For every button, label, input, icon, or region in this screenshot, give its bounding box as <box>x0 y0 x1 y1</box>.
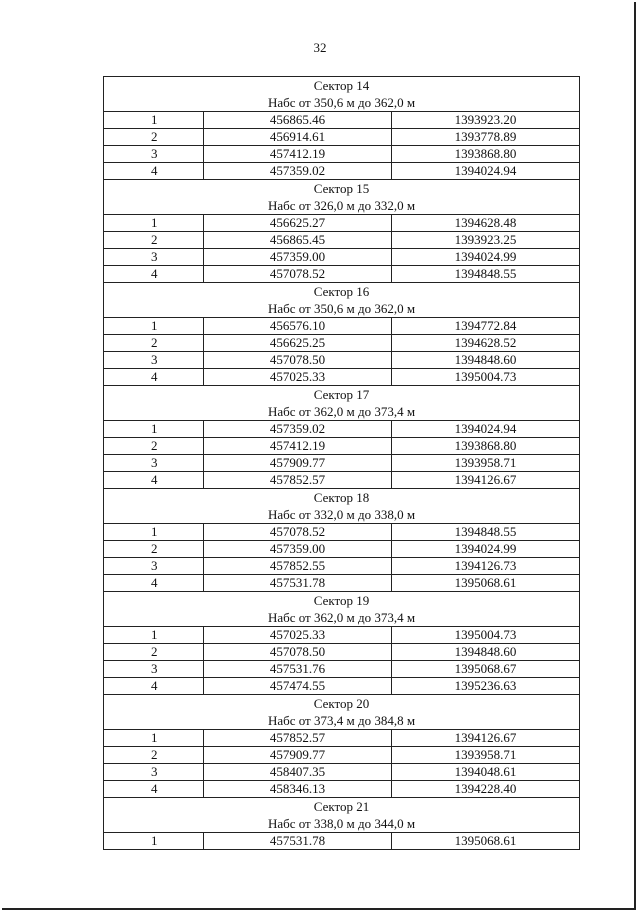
y-coordinate-cell: 1393778.89 <box>392 129 580 146</box>
sector-header-row <box>104 283 580 318</box>
x-coordinate-cell: 458407.35 <box>204 764 392 781</box>
sector-altitude-range: Набс от 338,0 м до 344,0 м <box>267 816 416 831</box>
table-row <box>104 455 580 472</box>
table-row <box>104 352 580 369</box>
point-number-cell: 1 <box>104 524 204 541</box>
x-coordinate-cell: 456625.27 <box>204 215 392 232</box>
sector-altitude-range: Набс от 350,6 м до 362,0 м <box>267 301 416 316</box>
x-coordinate-cell: 457531.78 <box>204 833 392 850</box>
x-coordinate-cell: 456576.10 <box>204 318 392 335</box>
point-number-cell: 3 <box>104 661 204 678</box>
y-coordinate-cell: 1394848.55 <box>392 524 580 541</box>
y-coordinate-cell: 1394772.84 <box>392 318 580 335</box>
sector-header-row <box>104 180 580 215</box>
sector-altitude-range: Набс от 373,4 м до 384,8 м <box>267 713 416 728</box>
y-coordinate-cell: 1394126.73 <box>392 558 580 575</box>
table-row <box>104 472 580 489</box>
sector-header <box>104 798 580 833</box>
y-coordinate-cell: 1394628.48 <box>392 215 580 232</box>
y-coordinate-cell: 1395004.73 <box>392 369 580 386</box>
sector-header-row <box>104 489 580 524</box>
x-coordinate-cell: 457078.52 <box>204 524 392 541</box>
table-row <box>104 369 580 386</box>
y-coordinate-cell: 1394628.52 <box>392 335 580 352</box>
x-coordinate-cell: 456625.25 <box>204 335 392 352</box>
x-coordinate-cell: 457359.00 <box>204 541 392 558</box>
x-coordinate-cell: 457852.57 <box>204 730 392 747</box>
table-row <box>104 146 580 163</box>
sector-header <box>104 489 580 524</box>
y-coordinate-cell: 1394024.99 <box>392 249 580 266</box>
x-coordinate-cell: 456865.46 <box>204 112 392 129</box>
page-number: 32 <box>313 40 327 55</box>
table-row <box>104 232 580 249</box>
table-row <box>104 421 580 438</box>
y-coordinate-cell: 1394848.60 <box>392 644 580 661</box>
y-coordinate-cell: 1393923.25 <box>392 232 580 249</box>
sector-header-row <box>104 798 580 833</box>
table-row <box>104 541 580 558</box>
point-number-cell: 2 <box>104 747 204 764</box>
point-number-cell: 1 <box>104 833 204 850</box>
sector-title: Сектор 15 <box>313 181 370 196</box>
point-number-cell: 4 <box>104 472 204 489</box>
table-row <box>104 661 580 678</box>
y-coordinate-cell: 1393868.80 <box>392 146 580 163</box>
point-number-cell: 2 <box>104 541 204 558</box>
y-coordinate-cell: 1395068.67 <box>392 661 580 678</box>
sector-header <box>104 386 580 421</box>
y-coordinate-cell: 1393958.71 <box>392 747 580 764</box>
sector-header <box>104 283 580 318</box>
x-coordinate-cell: 456865.45 <box>204 232 392 249</box>
y-coordinate-cell: 1395068.61 <box>392 575 580 592</box>
table-row <box>104 558 580 575</box>
sector-header-row <box>104 592 580 627</box>
x-coordinate-cell: 457474.55 <box>204 678 392 695</box>
y-coordinate-cell: 1394024.94 <box>392 421 580 438</box>
table-row <box>104 438 580 455</box>
y-coordinate-cell: 1393868.80 <box>392 438 580 455</box>
sector-title: Сектор 16 <box>313 284 370 299</box>
y-coordinate-cell: 1394024.99 <box>392 541 580 558</box>
point-number-cell: 3 <box>104 352 204 369</box>
x-coordinate-cell: 457909.77 <box>204 455 392 472</box>
x-coordinate-cell: 456914.61 <box>204 129 392 146</box>
x-coordinate-cell: 457359.00 <box>204 249 392 266</box>
y-coordinate-cell: 1394848.60 <box>392 352 580 369</box>
x-coordinate-cell: 457359.02 <box>204 421 392 438</box>
sector-header <box>104 695 580 730</box>
point-number-cell: 2 <box>104 644 204 661</box>
y-coordinate-cell: 1393958.71 <box>392 455 580 472</box>
point-number-cell: 3 <box>104 558 204 575</box>
y-coordinate-cell: 1394126.67 <box>392 730 580 747</box>
table-row <box>104 112 580 129</box>
sector-header-row <box>104 695 580 730</box>
sector-header <box>104 180 580 215</box>
y-coordinate-cell: 1394228.40 <box>392 781 580 798</box>
point-number-cell: 1 <box>104 215 204 232</box>
coordinates-table-body <box>104 77 580 850</box>
table-row <box>104 730 580 747</box>
table-row <box>104 575 580 592</box>
table-row <box>104 678 580 695</box>
x-coordinate-cell: 457078.50 <box>204 352 392 369</box>
point-number-cell: 4 <box>104 575 204 592</box>
table-row <box>104 163 580 180</box>
x-coordinate-cell: 457025.33 <box>204 369 392 386</box>
y-coordinate-cell: 1394848.55 <box>392 266 580 283</box>
x-coordinate-cell: 457531.78 <box>204 575 392 592</box>
x-coordinate-cell: 457852.57 <box>204 472 392 489</box>
sector-title: Сектор 18 <box>313 490 370 505</box>
sector-title: Сектор 19 <box>313 593 370 608</box>
sector-altitude-range: Набс от 362,0 м до 373,4 м <box>267 610 416 625</box>
sector-header-row <box>104 386 580 421</box>
x-coordinate-cell: 457025.33 <box>204 627 392 644</box>
table-row <box>104 215 580 232</box>
point-number-cell: 2 <box>104 232 204 249</box>
point-number-cell: 1 <box>104 112 204 129</box>
sector-altitude-range: Набс от 362,0 м до 373,4 м <box>267 404 416 419</box>
y-coordinate-cell: 1393923.20 <box>392 112 580 129</box>
x-coordinate-cell: 458346.13 <box>204 781 392 798</box>
point-number-cell: 2 <box>104 129 204 146</box>
point-number-cell: 4 <box>104 678 204 695</box>
y-coordinate-cell: 1395236.63 <box>392 678 580 695</box>
point-number-cell: 3 <box>104 146 204 163</box>
coordinates-table <box>103 76 580 850</box>
table-row <box>104 627 580 644</box>
sector-header <box>104 592 580 627</box>
sector-title: Сектор 17 <box>313 387 370 402</box>
x-coordinate-cell: 457412.19 <box>204 438 392 455</box>
point-number-cell: 1 <box>104 627 204 644</box>
table-row <box>104 747 580 764</box>
x-coordinate-cell: 457359.02 <box>204 163 392 180</box>
sector-altitude-range: Набс от 350,6 м до 362,0 м <box>267 95 416 110</box>
table-row <box>104 644 580 661</box>
point-number-cell: 4 <box>104 369 204 386</box>
point-number-cell: 1 <box>104 318 204 335</box>
y-coordinate-cell: 1394048.61 <box>392 764 580 781</box>
table-row <box>104 129 580 146</box>
point-number-cell: 1 <box>104 730 204 747</box>
x-coordinate-cell: 457078.50 <box>204 644 392 661</box>
x-coordinate-cell: 457852.55 <box>204 558 392 575</box>
sector-title: Сектор 20 <box>313 696 370 711</box>
sector-altitude-range: Набс от 332,0 м до 338,0 м <box>267 507 416 522</box>
table-row <box>104 335 580 352</box>
sector-altitude-range: Набс от 326,0 м до 332,0 м <box>267 198 416 213</box>
table-row <box>104 249 580 266</box>
y-coordinate-cell: 1394126.67 <box>392 472 580 489</box>
y-coordinate-cell: 1394024.94 <box>392 163 580 180</box>
y-coordinate-cell: 1395004.73 <box>392 627 580 644</box>
table-row <box>104 318 580 335</box>
point-number-cell: 3 <box>104 249 204 266</box>
table-row <box>104 524 580 541</box>
x-coordinate-cell: 457531.76 <box>204 661 392 678</box>
point-number-cell: 4 <box>104 781 204 798</box>
point-number-cell: 3 <box>104 455 204 472</box>
table-row <box>104 833 580 850</box>
x-coordinate-cell: 457909.77 <box>204 747 392 764</box>
table-row <box>104 266 580 283</box>
table-row <box>104 781 580 798</box>
x-coordinate-cell: 457078.52 <box>204 266 392 283</box>
sector-header-row <box>104 77 580 112</box>
table-row <box>104 764 580 781</box>
point-number-cell: 1 <box>104 421 204 438</box>
sector-title: Сектор 14 <box>313 78 370 93</box>
y-coordinate-cell: 1395068.61 <box>392 833 580 850</box>
point-number-cell: 4 <box>104 163 204 180</box>
sector-title: Сектор 21 <box>313 799 370 814</box>
point-number-cell: 2 <box>104 335 204 352</box>
x-coordinate-cell: 457412.19 <box>204 146 392 163</box>
point-number-cell: 2 <box>104 438 204 455</box>
point-number-cell: 4 <box>104 266 204 283</box>
sector-header <box>104 77 580 112</box>
point-number-cell: 3 <box>104 764 204 781</box>
